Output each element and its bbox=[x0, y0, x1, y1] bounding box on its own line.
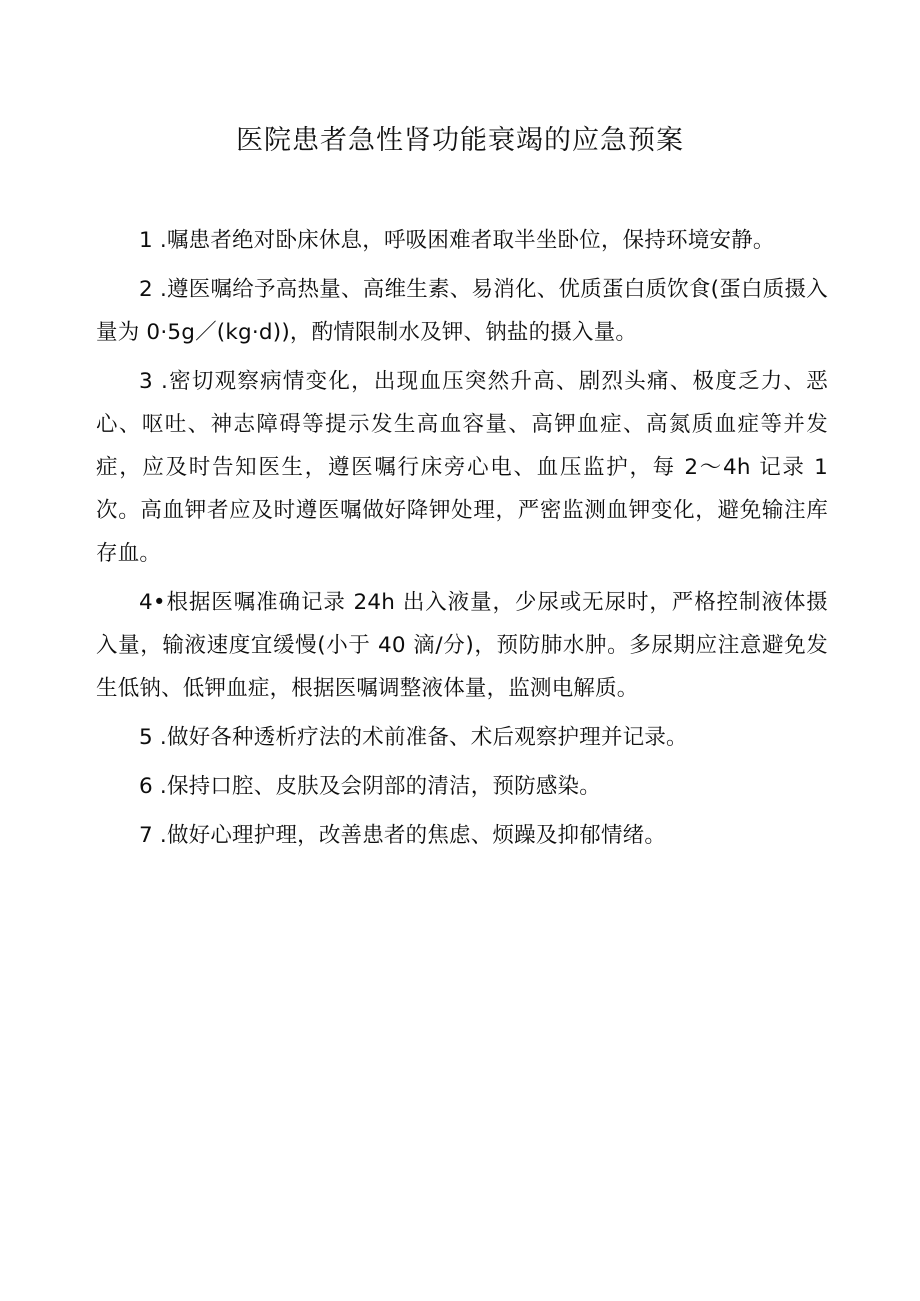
paragraph-4: 4•根据医嘱准确记录 24h 出入液量，少尿或无尿时，严格控制液体摄入量，输液速度宜缓慢(小于 40 滴/分)，预防肺水肿。多尿期应注意避免发生低钠、低钾血症，根据医嘱调整液体量，监测电解质。 bbox=[96, 590, 828, 701]
paragraph-5: 5 .做好各种透析疗法的术前准备、术后观察护理并记录。 bbox=[139, 725, 688, 750]
paragraph-3: 3 .密切观察病情变化，出现血压突然升高、剧烈头痛、极度乏力、恶心、呕吐、神志障碍等提示发生高血容量、高钾血症、高氮质血症等并发症，应及时告知医生，遵医嘱行床旁心电、血压监护，每 2～4h 记录 1 次。高血钾者应及时遵医嘱做好降钾处理，严密监测血钾变化，避免输注库存血。 bbox=[96, 369, 828, 566]
document-body bbox=[0, 219, 920, 857]
paragraph-6: 6 .保持口腔、皮肤及会阴部的清洁，预防感染。 bbox=[139, 774, 601, 799]
paragraph-1: 1 .嘱患者绝对卧床休息，呼吸困难者取半坐卧位，保持环境安静。 bbox=[139, 228, 775, 253]
page-title: 医院患者急性肾功能衰竭的应急预案 bbox=[236, 125, 684, 156]
paragraph-7: 7 .做好心理护理，改善患者的焦虑、烦躁及抑郁情绪。 bbox=[139, 823, 667, 848]
paragraph-2: 2 .遵医嘱给予高热量、高维生素、易消化、优质蛋白质饮食(蛋白质摄入量为 0·5g／(kg·d))，酌情限制水及钾、钠盐的摄入量。 bbox=[96, 277, 828, 345]
